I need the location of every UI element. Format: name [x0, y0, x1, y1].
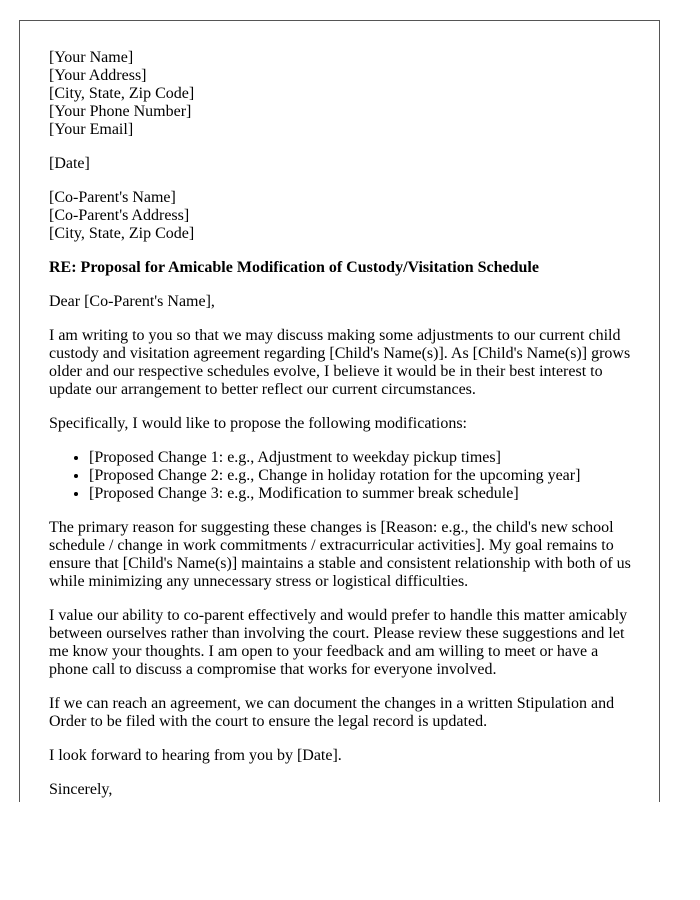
greeting: Dear [Co-Parent's Name],: [49, 293, 215, 310]
sender-name: [Your Name]: [49, 49, 134, 66]
intro-paragraph: I am writing to you so that we may discuss making some adjustments to our current child custody and visitation agreement regarding [Child's Name(s)]. As [Child's Name(s)] grows older and our respective schedules evolve, I believe it would be in their best interest to update our arrangement to better reflect our current circumstances.: [49, 327, 631, 398]
sender-address: [Your Address]: [49, 67, 147, 84]
sender-email: [Your Email]: [49, 121, 134, 138]
sender-city-state-zip: [City, State, Zip Code]: [49, 85, 195, 102]
proposal-lead-paragraph: Specifically, I would like to propose the following modifications:: [49, 415, 467, 432]
recipient-city-state-zip: [City, State, Zip Code]: [49, 225, 195, 242]
proposed-changes-list: [49, 449, 639, 503]
recipient-address: [Co-Parent's Address]: [49, 207, 190, 224]
recipient-address-block: [49, 189, 639, 243]
followup-paragraph: I look forward to hearing from you by [Date].: [49, 747, 342, 764]
sender-address-block: [49, 49, 639, 139]
agreement-paragraph: If we can reach an agreement, we can document the changes in a written Stipulation and Order to be filed with the court to ensure the legal record is updated.: [49, 695, 615, 730]
letter-page: [19, 20, 660, 802]
list-item: • [Proposed Change 1: e.g., Adjustment to weekday pickup times]: [89, 449, 639, 467]
list-item: • [Proposed Change 2: e.g., Change in holiday rotation for the upcoming year]: [89, 467, 639, 485]
recipient-name: [Co-Parent's Name]: [49, 189, 176, 206]
cooperation-paragraph: I value our ability to co-parent effectively and would prefer to handle this matter amicably between ourselves rather than involving the court. Please review these suggestions and let me know your thoughts. I am open to your feedback and am willing to meet or have a phone call to discuss a compromise that works for everyone involved.: [49, 607, 628, 678]
letter-date: [Date]: [49, 155, 90, 172]
list-item: • [Proposed Change 3: e.g., Modification to summer break schedule]: [89, 485, 639, 503]
subject-line: RE: Proposal for Amicable Modification of Custody/Visitation Schedule: [49, 259, 539, 276]
letter-body: [49, 49, 639, 799]
closing: Sincerely,: [49, 781, 113, 798]
sender-phone: [Your Phone Number]: [49, 103, 192, 120]
reason-paragraph: The primary reason for suggesting these changes is [Reason: e.g., the child's new school schedule / change in work commitments / extracurricular activities]. My goal remains to ensure that [Child's Name(s)] maintains a stable and consistent relationship with both of us while minimizing any unnecessary stress or logistical difficulties.: [49, 519, 631, 590]
